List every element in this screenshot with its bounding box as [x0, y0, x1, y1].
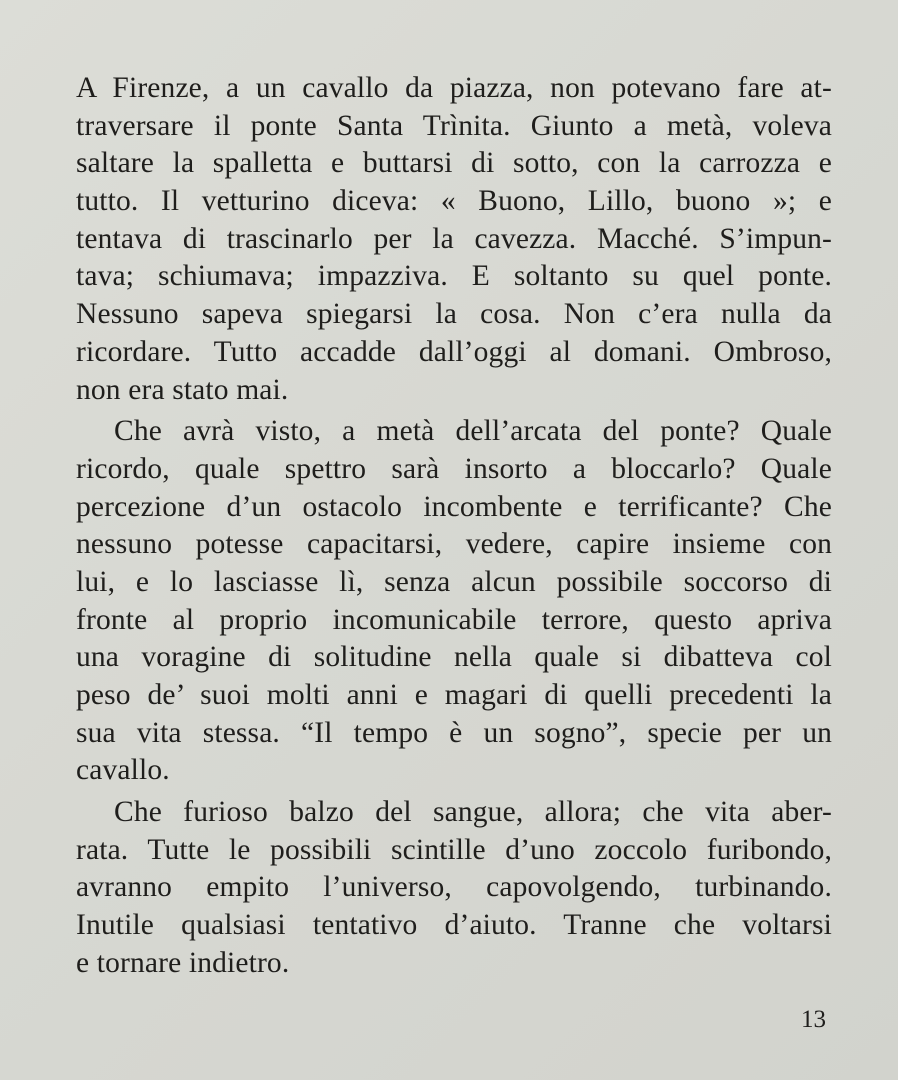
text-line: Che furioso balzo del sangue, allora; che vita aber- [114, 796, 832, 829]
text-line: non era stato mai. [76, 373, 289, 406]
text-line: peso de’ suoi molti anni e magari di quelli precedenti la [76, 679, 832, 711]
text-line: nessuno potesse capacitarsi, vedere, capire insieme con [76, 528, 832, 561]
text-line: rata. Tutte le possibili scintille d’uno zoccolo furibondo, [76, 833, 832, 866]
text-line: tentava di trascinarlo per la cavezza. Macché. S’impun- [76, 222, 832, 255]
text-line: traversare il ponte Santa Trìnita. Giunto a metà, voleva [76, 109, 832, 142]
text-line: sua vita stessa. “Il tempo è un sogno”, specie per un [76, 716, 832, 749]
paragraph-3 [76, 794, 832, 982]
text-line: percezione d’un ostacolo incombente e terrificante? Che [76, 490, 832, 523]
text-line: avranno empito l’universo, capovolgendo, turbinando. [76, 871, 832, 904]
text-line: una voragine di solitudine nella quale si dibatteva col [76, 641, 832, 674]
text-line: saltare la spalletta e buttarsi di sotto, con la carrozza e [76, 147, 832, 180]
text-line: tutto. Il vetturino diceva: « Buono, Lillo, buono »; e [76, 185, 832, 218]
paragraph-2 [76, 413, 832, 790]
text-line: tava; schiumava; impazziva. E soltanto su quel ponte. [76, 260, 832, 293]
text-line: fronte al proprio incomunicabile terrore, questo apriva [76, 603, 832, 636]
page-number: 13 [801, 1006, 826, 1033]
text-line: ricordare. Tutto accadde dall’oggi al domani. Ombroso, [76, 335, 832, 368]
paragraph-1 [76, 70, 832, 409]
text-line: e tornare indietro. [76, 946, 290, 979]
text-line: Inutile qualsiasi tentativo d’aiuto. Tranne che voltarsi [76, 909, 832, 942]
text-line: A Firenze, a un cavallo da piazza, non potevano fare at- [76, 72, 832, 104]
text-line: cavallo. [76, 754, 170, 787]
body-text [76, 70, 832, 983]
text-line: lui, e lo lasciasse lì, senza alcun possibile soccorso di [76, 565, 832, 598]
text-line: Che avrà visto, a metà dell’arcata del ponte? Quale [114, 415, 832, 448]
text-line: Nessuno sapeva spiegarsi la cosa. Non c’era nulla da [76, 298, 832, 331]
text-line: ricordo, quale spettro sarà insorto a bloccarlo? Quale [76, 452, 832, 485]
